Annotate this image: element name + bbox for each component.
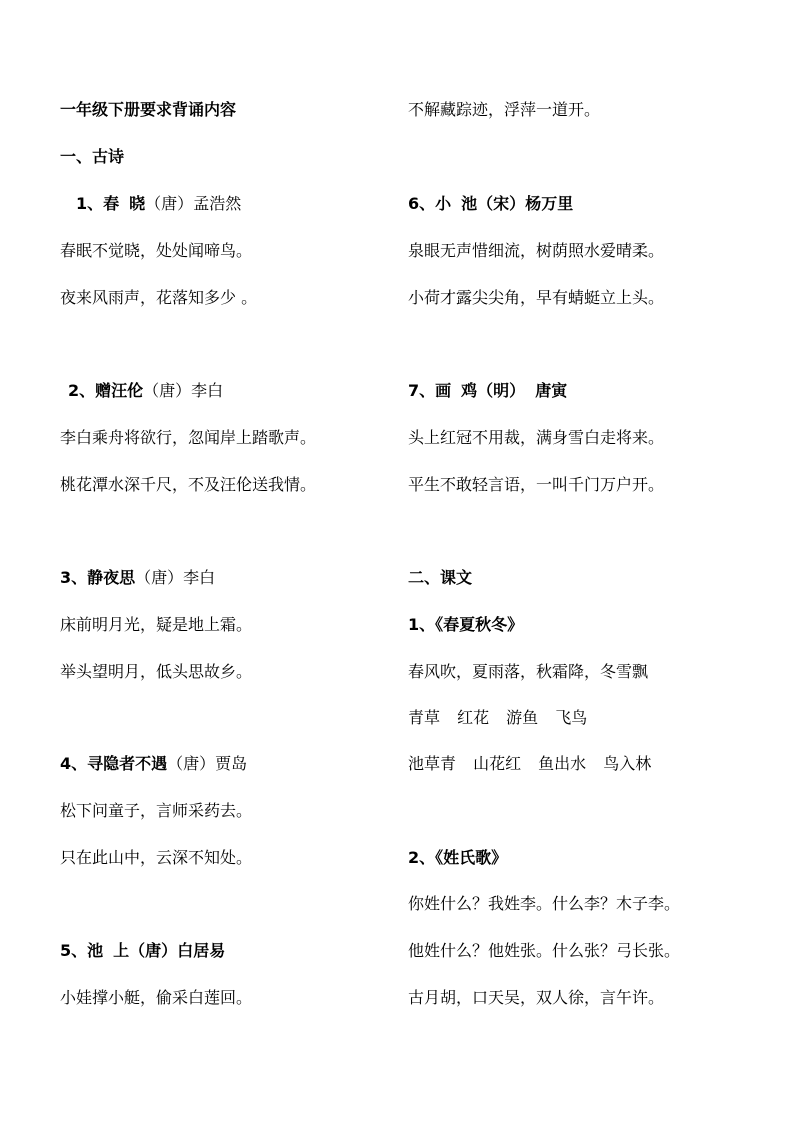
poem-author: 贾岛 <box>215 754 248 773</box>
poem-title-char: 池 <box>461 194 478 213</box>
text-2-heading <box>408 848 507 868</box>
poem-line: 泉眼无声惜细流，树荫照水爱晴柔。 <box>408 241 665 260</box>
poem-author: 唐寅 <box>535 381 568 400</box>
poem-dynasty: （唐） <box>167 754 216 773</box>
poem-title-char: 鸡 <box>461 381 478 400</box>
poem-number: 7、 <box>408 381 436 400</box>
poem-5-heading <box>60 941 225 961</box>
poem-line: 松下问童子，言师采药去。 <box>60 801 253 820</box>
text-1-heading <box>408 615 523 635</box>
poem-dynasty: （唐） <box>143 381 192 400</box>
poem-dynasty: （明） <box>477 381 526 400</box>
poem-line: 床前明月光，疑是地上霜。 <box>60 615 253 634</box>
text-number: 1、 <box>408 615 436 634</box>
poem-3-heading <box>60 568 215 588</box>
poem-title: 赠汪伦 <box>95 381 144 400</box>
text-line: 青草 红花 游鱼 飞鸟 <box>408 708 588 727</box>
section-heading-poems: 一、古诗 <box>60 147 125 166</box>
poem-line-continued: 不解藏踪迹，浮萍一道开。 <box>408 100 601 119</box>
poem-title-char: 画 <box>435 381 452 400</box>
poem-number: 6、 <box>408 194 436 213</box>
poem-number: 2、 <box>68 381 96 400</box>
poem-title-char: 晓 <box>129 194 146 213</box>
poem-2-heading <box>68 381 223 401</box>
poem-title: 寻隐者不遇 <box>87 754 168 773</box>
poem-dynasty: （唐） <box>145 194 194 213</box>
poem-line: 春眠不觉晓，处处闻啼鸟。 <box>60 241 253 260</box>
text-line: 池草青 山花红 鱼出水 鸟入林 <box>408 754 652 773</box>
poem-number: 5、 <box>60 941 88 960</box>
poem-title: 静夜思 <box>87 568 136 587</box>
poem-dynasty: （唐） <box>135 568 184 587</box>
text-number: 2、 <box>408 848 436 867</box>
poem-title-char: 池 <box>87 941 104 960</box>
poem-number: 1、 <box>76 194 104 213</box>
poem-line: 小娃撑小艇，偷采白莲回。 <box>60 988 253 1007</box>
poem-author: 杨万里 <box>525 194 574 213</box>
text-line: 古月胡，口天吴，双人徐，言午许。 <box>408 988 665 1007</box>
poem-1-heading <box>76 194 241 214</box>
text-line: 春风吹，夏雨落，秋霜降，冬雪飘 <box>408 662 649 681</box>
document-title: 一年级下册要求背诵内容 <box>60 100 237 119</box>
poem-6-heading <box>408 194 573 214</box>
poem-line: 举头望明月，低头思故乡。 <box>60 662 253 681</box>
text-line: 你姓什么？我姓李。什么李？木子李。 <box>408 894 681 913</box>
poem-author: 李白 <box>191 381 224 400</box>
poem-author: 孟浩然 <box>193 194 242 213</box>
poem-dynasty: （唐） <box>129 941 178 960</box>
poem-4-heading <box>60 754 247 774</box>
poem-title-char: 春 <box>103 194 120 213</box>
poem-number: 4、 <box>60 754 88 773</box>
text-title: 《春夏秋冬》 <box>435 615 524 634</box>
poem-title-char: 上 <box>113 941 130 960</box>
text-title: 《姓氏歌》 <box>435 848 508 867</box>
poem-line: 平生不敢轻言语，一叫千门万户开。 <box>408 475 665 494</box>
poem-number: 3、 <box>60 568 88 587</box>
poem-author: 白居易 <box>177 941 226 960</box>
poem-title-char: 小 <box>435 194 452 213</box>
section-heading-texts: 二、课文 <box>408 568 473 587</box>
poem-line: 李白乘舟将欲行，忽闻岸上踏歌声。 <box>60 428 317 447</box>
poem-author: 李白 <box>183 568 216 587</box>
poem-line: 只在此山中，云深不知处。 <box>60 848 253 867</box>
poem-line: 桃花潭水深千尺，不及汪伦送我情。 <box>60 475 317 494</box>
poem-7-heading <box>408 381 567 401</box>
poem-line: 夜来风雨声，花落知多少 。 <box>60 288 258 307</box>
text-line: 他姓什么？他姓张。什么张？弓长张。 <box>408 941 681 960</box>
poem-line: 小荷才露尖尖角，早有蜻蜓立上头。 <box>408 288 665 307</box>
poem-dynasty: （宋） <box>477 194 526 213</box>
poem-line: 头上红冠不用裁，满身雪白走将来。 <box>408 428 665 447</box>
